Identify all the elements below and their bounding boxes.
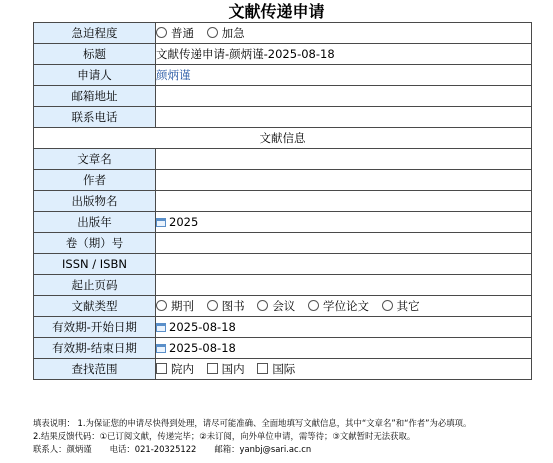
applicant-row [34, 65, 532, 86]
doc-type-option-other[interactable] [382, 296, 420, 316]
issn-isbn-label: ISSN / ISBN [34, 254, 156, 275]
urgency-label: 急迫程度 [34, 23, 156, 44]
publication-field[interactable] [156, 191, 532, 212]
calendar-icon[interactable] [156, 218, 166, 227]
applicant-link[interactable]: 颜炳谨 [156, 65, 532, 86]
year-row [34, 212, 532, 233]
contact-phone: 电话：021-20325122 [109, 444, 197, 454]
radio-icon[interactable] [382, 300, 393, 311]
pages-field[interactable] [156, 275, 532, 296]
valid-end-label: 有效期-结束日期 [34, 338, 156, 359]
publication-row [34, 191, 532, 212]
checkbox-icon[interactable] [207, 363, 218, 374]
year-value: 2025 [169, 215, 199, 229]
checkbox-icon[interactable] [257, 363, 268, 374]
doc-type-option-journal-label: 期刊 [171, 299, 194, 313]
scope-label: 查找范围 [34, 359, 156, 380]
doc-type-row [34, 296, 532, 317]
article-title-row [34, 149, 532, 170]
article-title-field[interactable] [156, 149, 532, 170]
scope-option-institute[interactable] [156, 359, 194, 379]
radio-icon[interactable] [257, 300, 268, 311]
calendar-icon[interactable] [156, 344, 166, 353]
section-title: 文献信息 [34, 128, 532, 149]
phone-field[interactable] [156, 107, 532, 128]
author-field[interactable] [156, 170, 532, 191]
author-row [34, 170, 532, 191]
volume-issue-label: 卷（期）号 [34, 233, 156, 254]
scope-option-domestic-label: 国内 [221, 362, 245, 376]
phone-row [34, 107, 532, 128]
phone-label: 联系电话 [34, 107, 156, 128]
scope-option-international-label: 国际 [272, 362, 296, 376]
valid-end-row [34, 338, 532, 359]
article-title-label: 文章名 [34, 149, 156, 170]
valid-end-field[interactable] [156, 338, 532, 359]
author-label: 作者 [34, 170, 156, 191]
publication-label: 出版物名 [34, 191, 156, 212]
application-form [33, 22, 532, 380]
contact-person: 联系人：颜炳谨 [33, 444, 92, 454]
valid-start-value: 2025-08-18 [169, 320, 236, 334]
radio-icon[interactable] [207, 27, 218, 38]
instructions [33, 417, 548, 456]
doc-type-option-thesis-label: 学位论文 [322, 299, 369, 313]
applicant-label: 申请人 [34, 65, 156, 86]
valid-start-field[interactable] [156, 317, 532, 338]
urgency-option-urgent[interactable] [207, 23, 245, 43]
scope-row [34, 359, 532, 380]
year-label: 出版年 [34, 212, 156, 233]
email-field[interactable] [156, 86, 532, 107]
issn-isbn-row [34, 254, 532, 275]
valid-start-row [34, 317, 532, 338]
subject-row [34, 44, 532, 65]
year-field[interactable] [156, 212, 532, 233]
email-row [34, 86, 532, 107]
volume-issue-row [34, 233, 532, 254]
volume-issue-field[interactable] [156, 233, 532, 254]
valid-start-label: 有效期-开始日期 [34, 317, 156, 338]
section-header-row [34, 128, 532, 149]
doc-type-option-conference[interactable] [257, 296, 295, 316]
doc-type-label: 文献类型 [34, 296, 156, 317]
calendar-icon[interactable] [156, 323, 166, 332]
subject-label: 标题 [34, 44, 156, 65]
contact-email: 邮箱：yanbj@sari.ac.cn [214, 444, 312, 454]
instructions-line-1: 填表说明： 1.为保证您的申请尽快得到处理，请尽可能准确、全面地填写文献信息，其中“文章名”和“作者”为必填项。 [33, 418, 472, 428]
issn-isbn-field[interactable] [156, 254, 532, 275]
scope-option-institute-label: 院内 [171, 362, 194, 376]
urgency-options [156, 23, 532, 44]
scope-option-international[interactable] [257, 359, 295, 379]
pages-row [34, 275, 532, 296]
valid-end-value: 2025-08-18 [169, 341, 236, 355]
radio-icon[interactable] [207, 300, 218, 311]
radio-icon[interactable] [308, 300, 319, 311]
page-title: 文献传递申请 [228, 2, 325, 21]
urgency-option-normal-label: 普通 [171, 26, 194, 40]
doc-type-option-journal[interactable] [156, 296, 194, 316]
subject-field[interactable]: 文献传递申请-颜炳谨-2025-08-18 [156, 44, 532, 65]
doc-type-option-thesis[interactable] [308, 296, 369, 316]
urgency-option-urgent-label: 加急 [221, 26, 245, 40]
doc-type-option-conference-label: 会议 [272, 299, 296, 313]
radio-icon[interactable] [156, 27, 167, 38]
urgency-option-normal[interactable] [156, 23, 194, 43]
scope-option-domestic[interactable] [207, 359, 245, 379]
pages-label: 起止页码 [34, 275, 156, 296]
urgency-row [34, 23, 532, 44]
email-label: 邮箱地址 [34, 86, 156, 107]
instructions-line-2: 2.结果反馈代码：①已订阅文献，传递完毕；②未订阅，向外单位申请，需等待；③文献暂时无法获取。 [33, 431, 416, 441]
contact-line [33, 443, 548, 456]
radio-icon[interactable] [156, 300, 167, 311]
doc-type-options [156, 296, 532, 317]
scope-options [156, 359, 532, 380]
doc-type-option-other-label: 其它 [396, 299, 420, 313]
checkbox-icon[interactable] [156, 363, 167, 374]
doc-type-option-book-label: 图书 [221, 299, 245, 313]
doc-type-option-book[interactable] [207, 296, 245, 316]
